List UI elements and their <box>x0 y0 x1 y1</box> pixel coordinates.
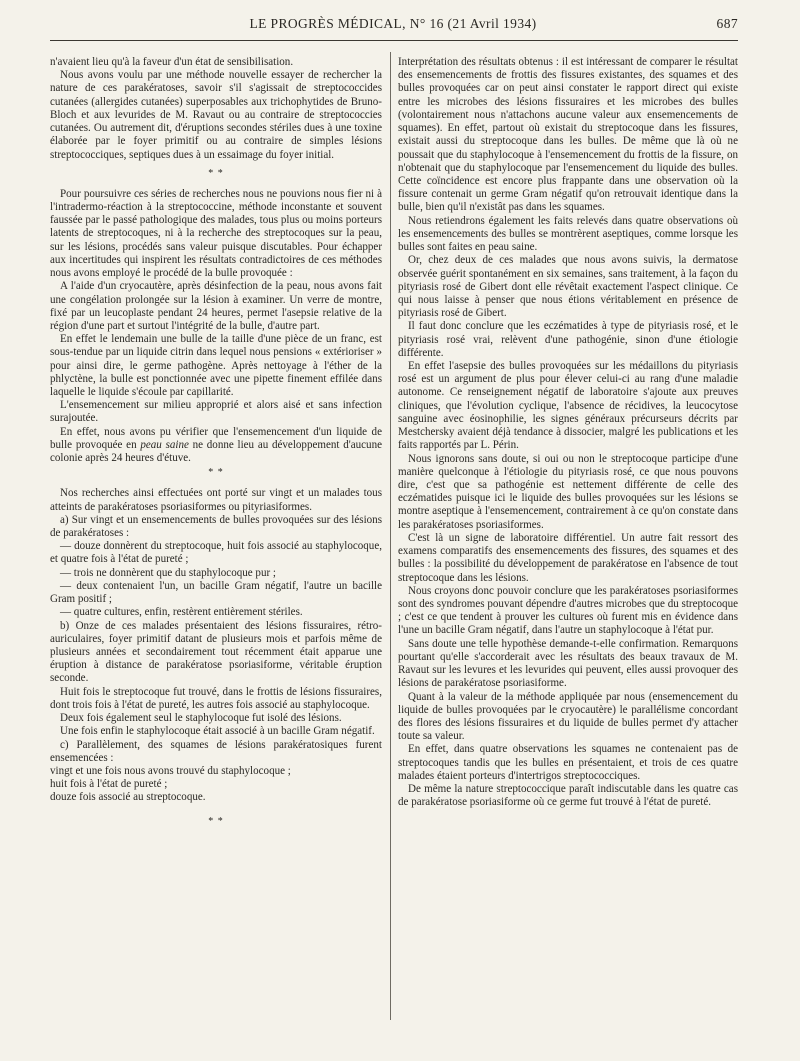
paragraph: En effet le lendemain une bulle de la taille d'une pièce de un franc, est sous-tendue par un liquide citrin dans lequel nous pensions « extérioriser » pour ainsi dire, le germe pathogène. Après nettoyage à l'éther de la phlyctène, la bulle est ponctionnée avec une pipette finement effilée dans laquelle le liquide s'écoule par capillarité. <box>50 333 382 399</box>
paragraph: Pour poursuivre ces séries de recherches nous ne pouvions nous fier ni à l'intradermo-réaction à la streptococcine, méthode inconstante et souvent faussée par le passé pathologique des malades, tous plus ou moins porteurs latents de streptocoques, ni à la recherche des streptocoques sur la peau, sur les lésions, procédés sans valeur puisque discutables. Pour échapper aux incertitudes qui inspirent les résultats contradictoires de ces méthodes nous avons employé le procédé de la bulle provoquée : <box>50 187 382 280</box>
running-header <box>48 16 738 36</box>
paragraph: De même la nature streptococcique paraît indiscutable dans les quatre cas de parakératose psoriasiforme où ce germe fut trouvé à l'état de pureté. <box>398 783 738 809</box>
paragraph: — deux contenaient l'un, un bacille Gram négatif, l'autre un bacille Gram positif ; <box>50 579 382 606</box>
paragraph: a) Sur vingt et un ensemencements de bulles provoquées sur des lésions de parakératoses : <box>50 513 382 539</box>
paragraph: vingt et une fois nous avons trouvé du staphylocoque ; <box>50 764 291 777</box>
section-separator: * * <box>208 167 224 179</box>
paragraph: En effet l'asepsie des bulles provoquées sur les médaillons du pityriasis rosé est un argument de plus pour élever celui-ci au rang d'une maladie autonome. Ce renseignement négatif de laboratoire s'ajoute aux preuves cliniques, que l'évolution cyclique, l'absence de récidives, la leucocytose sanguine avec éosinophilie, les signes généraux précurseurs décrits par Mestchersky avaient déjà tendance à dissocier, malgré les publications et les faits rapportés par L. Périn. <box>398 360 738 452</box>
paragraph: Nos recherches ainsi effectuées ont porté sur vingt et un malades tous atteints de parakératoses psoriasiformes ou pityriasiformes. <box>50 487 382 513</box>
paragraph: Nous ignorons sans doute, si oui ou non le streptocoque participe d'une manière quelconque à l'étiologie du pityriasis rosé, ce que nous pouvons dire, c'est que sa pathogénie est nettement différente de celle des eczématides puisque ici le liquide des bulles provoquées sur les lésions se montre aseptique à l'ensemencement, contrairement à ce qu'on constate dans les parakératoses psoriasiformes. <box>398 452 738 531</box>
paragraph: Deux fois également seul le staphylocoque fut isolé des lésions. <box>60 712 342 725</box>
paragraph: A l'aide d'un cryocautère, après désinfection de la peau, nous avons fait une congélation prolongée sur la lésion à examiner. Un verre de montre, fixé par un leucoplaste pendant 24 heures, permet l'asepsie relative de la région d'une part et surtout l'intégrité de la bulle, d'autre part. <box>50 280 382 332</box>
paragraph: L'ensemencement sur milieu approprié et alors aisé et sans infection surajoutée. <box>50 399 382 425</box>
header-rule <box>50 40 738 41</box>
paragraph: Interprétation des résultats obtenus : il est intéressant de comparer le résultat des ensemencements de frottis des fissures existantes, des squames et des bulles provoquées car on peut ainsi constater le rapport direct qui existe entre les microbes des lésions fissuraires et les microbes des bulles (volontairement nous n'attachons aucune valeur aux ensemencements de squames). En effet, partout où existait du streptocoque dans les fissures, existait aussi du streptocoque dans les bulles. De même que là où ne poussait que du staphylocoque à l'ensemencement du frottis de la fissure, on n'obtenait que du staphylocoque par l'ensemencement du liquide des bulles. Cette coïncidence est encore plus frappante dans une observation où la fissure contenait un germe Gram négatif qu'on retrouvait identique dans la bulle, bien qu'il n'existât pas dans les squames. <box>398 56 738 214</box>
paragraph: — douze donnèrent du streptocoque, huit fois associé au staphylocoque, et quatre fois à l'état de pureté ; <box>50 540 382 566</box>
paragraph <box>50 426 382 466</box>
paragraph: Huit fois le streptocoque fut trouvé, dans le frottis de lésions fissuraires, dont trois fois à l'état de pureté, les autres fois associé au staphylocoque. <box>50 685 382 711</box>
paragraph: Quant à la valeur de la méthode appliquée par nous (ensemencement du liquide de bulles provoquées par le cryocautère) le parallélisme concordant des flores des lésions fissuraires et du liquide de bulles permet d'y attacher toute sa valeur. <box>398 690 738 743</box>
paragraph: Nous retiendrons également les faits relevés dans quatre observations où les ensemencements des bulles se montrèrent aseptiques, comme lorsque les bulles sont faites en peau saine. <box>398 214 738 254</box>
paragraph: Or, chez deux de ces malades que nous avons suivis, la dermatose observée guérit spontanément en six semaines, sans traitement, à la façon du pityriasis rosé de Gibert dont elle révêtait exactement l'aspect clinique. Ce qui nous laisse à penser que nous étions véritablement en présence de pityriasis rosé de Gibert. <box>398 254 738 320</box>
paragraph: Nous avons voulu par une méthode nouvelle essayer de rechercher la nature de ces parakératoses, savoir s'il s'agissait de streptococcides cutanées (allergides cutanées) superposables aux trichophytides de Bruno-Bloch et aux levurides de M. Ravaut ou au contraire de streptococcies cutanées. Ou autrement dit, d'éruptions secondes stériles dues à une toxine élaborée par le foyer primitif ou au contraire de simples lésions streptococciques, septiques dues à un essaimage du foyer initial. <box>50 69 382 161</box>
text-run: En effet, nous avons pu vérifier que l'ensemencement d'un liquide de bulle provoquée en <box>50 425 382 451</box>
paragraph: — trois ne donnèrent que du staphylocoque pur ; <box>60 566 276 579</box>
page-number: 687 <box>716 16 738 31</box>
text-run: ne donne lieu au développement d'aucune colonie après 24 heures d'étuve. <box>50 438 382 465</box>
paragraph: c) Parallèlement, des squames de lésions parakératosiques furent ensemencées : <box>50 738 382 764</box>
paragraph: — quatre cultures, enfin, restèrent entièrement stériles. <box>60 606 303 619</box>
paragraph: C'est là un signe de laboratoire différentiel. Un autre fait ressort des examens comparatifs des ensemencements des fissures, des squames et des bulles : la possibilité du développement de parakératose en l'absence de tout streptocoque dans les lésions. <box>398 531 738 584</box>
paragraph: b) Onze de ces malades présentaient des lésions fissuraires, rétro-auriculaires, foyer primitif datant de plusieurs mois et parfois même de plusieurs années et secondairement tout récemment était apparue une éruption à distance de parakératose psoriasiforme, véritable éruption seconde. <box>50 619 382 685</box>
paragraph: Il faut donc conclure que les eczématides à type de pityriasis rosé, et le pityriasis rosé vrai, relèvent d'une pathogénie, sinon d'une étiologie différente. <box>398 320 738 359</box>
paragraph: Une fois enfin le staphylocoque était associé à un bacille Gram négatif. <box>60 725 375 738</box>
left-column <box>50 56 382 832</box>
right-column <box>398 56 738 809</box>
journal-title: LE PROGRÈS MÉDICAL, N° 16 (21 Avril 1934) <box>249 16 537 31</box>
section-separator: * * <box>208 467 224 479</box>
paragraph: En effet, dans quatre observations les squames ne contenaient pas de streptocoques tandis que les bulles en présentaient, et trois de ces quatre malades étaient porteurs d'intertrigos streptococciques. <box>398 743 738 782</box>
paragraph: huit fois à l'état de pureté ; <box>50 778 168 791</box>
paragraph: Sans doute une telle hypothèse demande-t-elle confirmation. Remarquons pourtant qu'elle s'accorderait avec les résultats des beaux travaux de M. Ravaut sur les levures et les levurides qui peuvent, elles aussi provoquer des lésions de parakératose psoriasiforme. <box>398 637 738 690</box>
paragraph: Nous croyons donc pouvoir conclure que les parakératoses psoriasiformes sont des syndromes pouvant dépendre d'autres microbes que du streptocoque ; c'est ce que tendent à prouver les cultures où furent mis en évidence dans l'une un bacille Gram négatif, dans l'autre un staphylocoque à l'état pur. <box>398 584 738 637</box>
paragraph: n'avaient lieu qu'à la faveur d'un état de sensibilisation. <box>50 56 294 68</box>
column-divider <box>390 52 391 1020</box>
italic-text: peau saine <box>140 438 189 451</box>
section-separator: * * <box>208 815 224 827</box>
paragraph: douze fois associé au streptocoque. <box>50 791 206 804</box>
